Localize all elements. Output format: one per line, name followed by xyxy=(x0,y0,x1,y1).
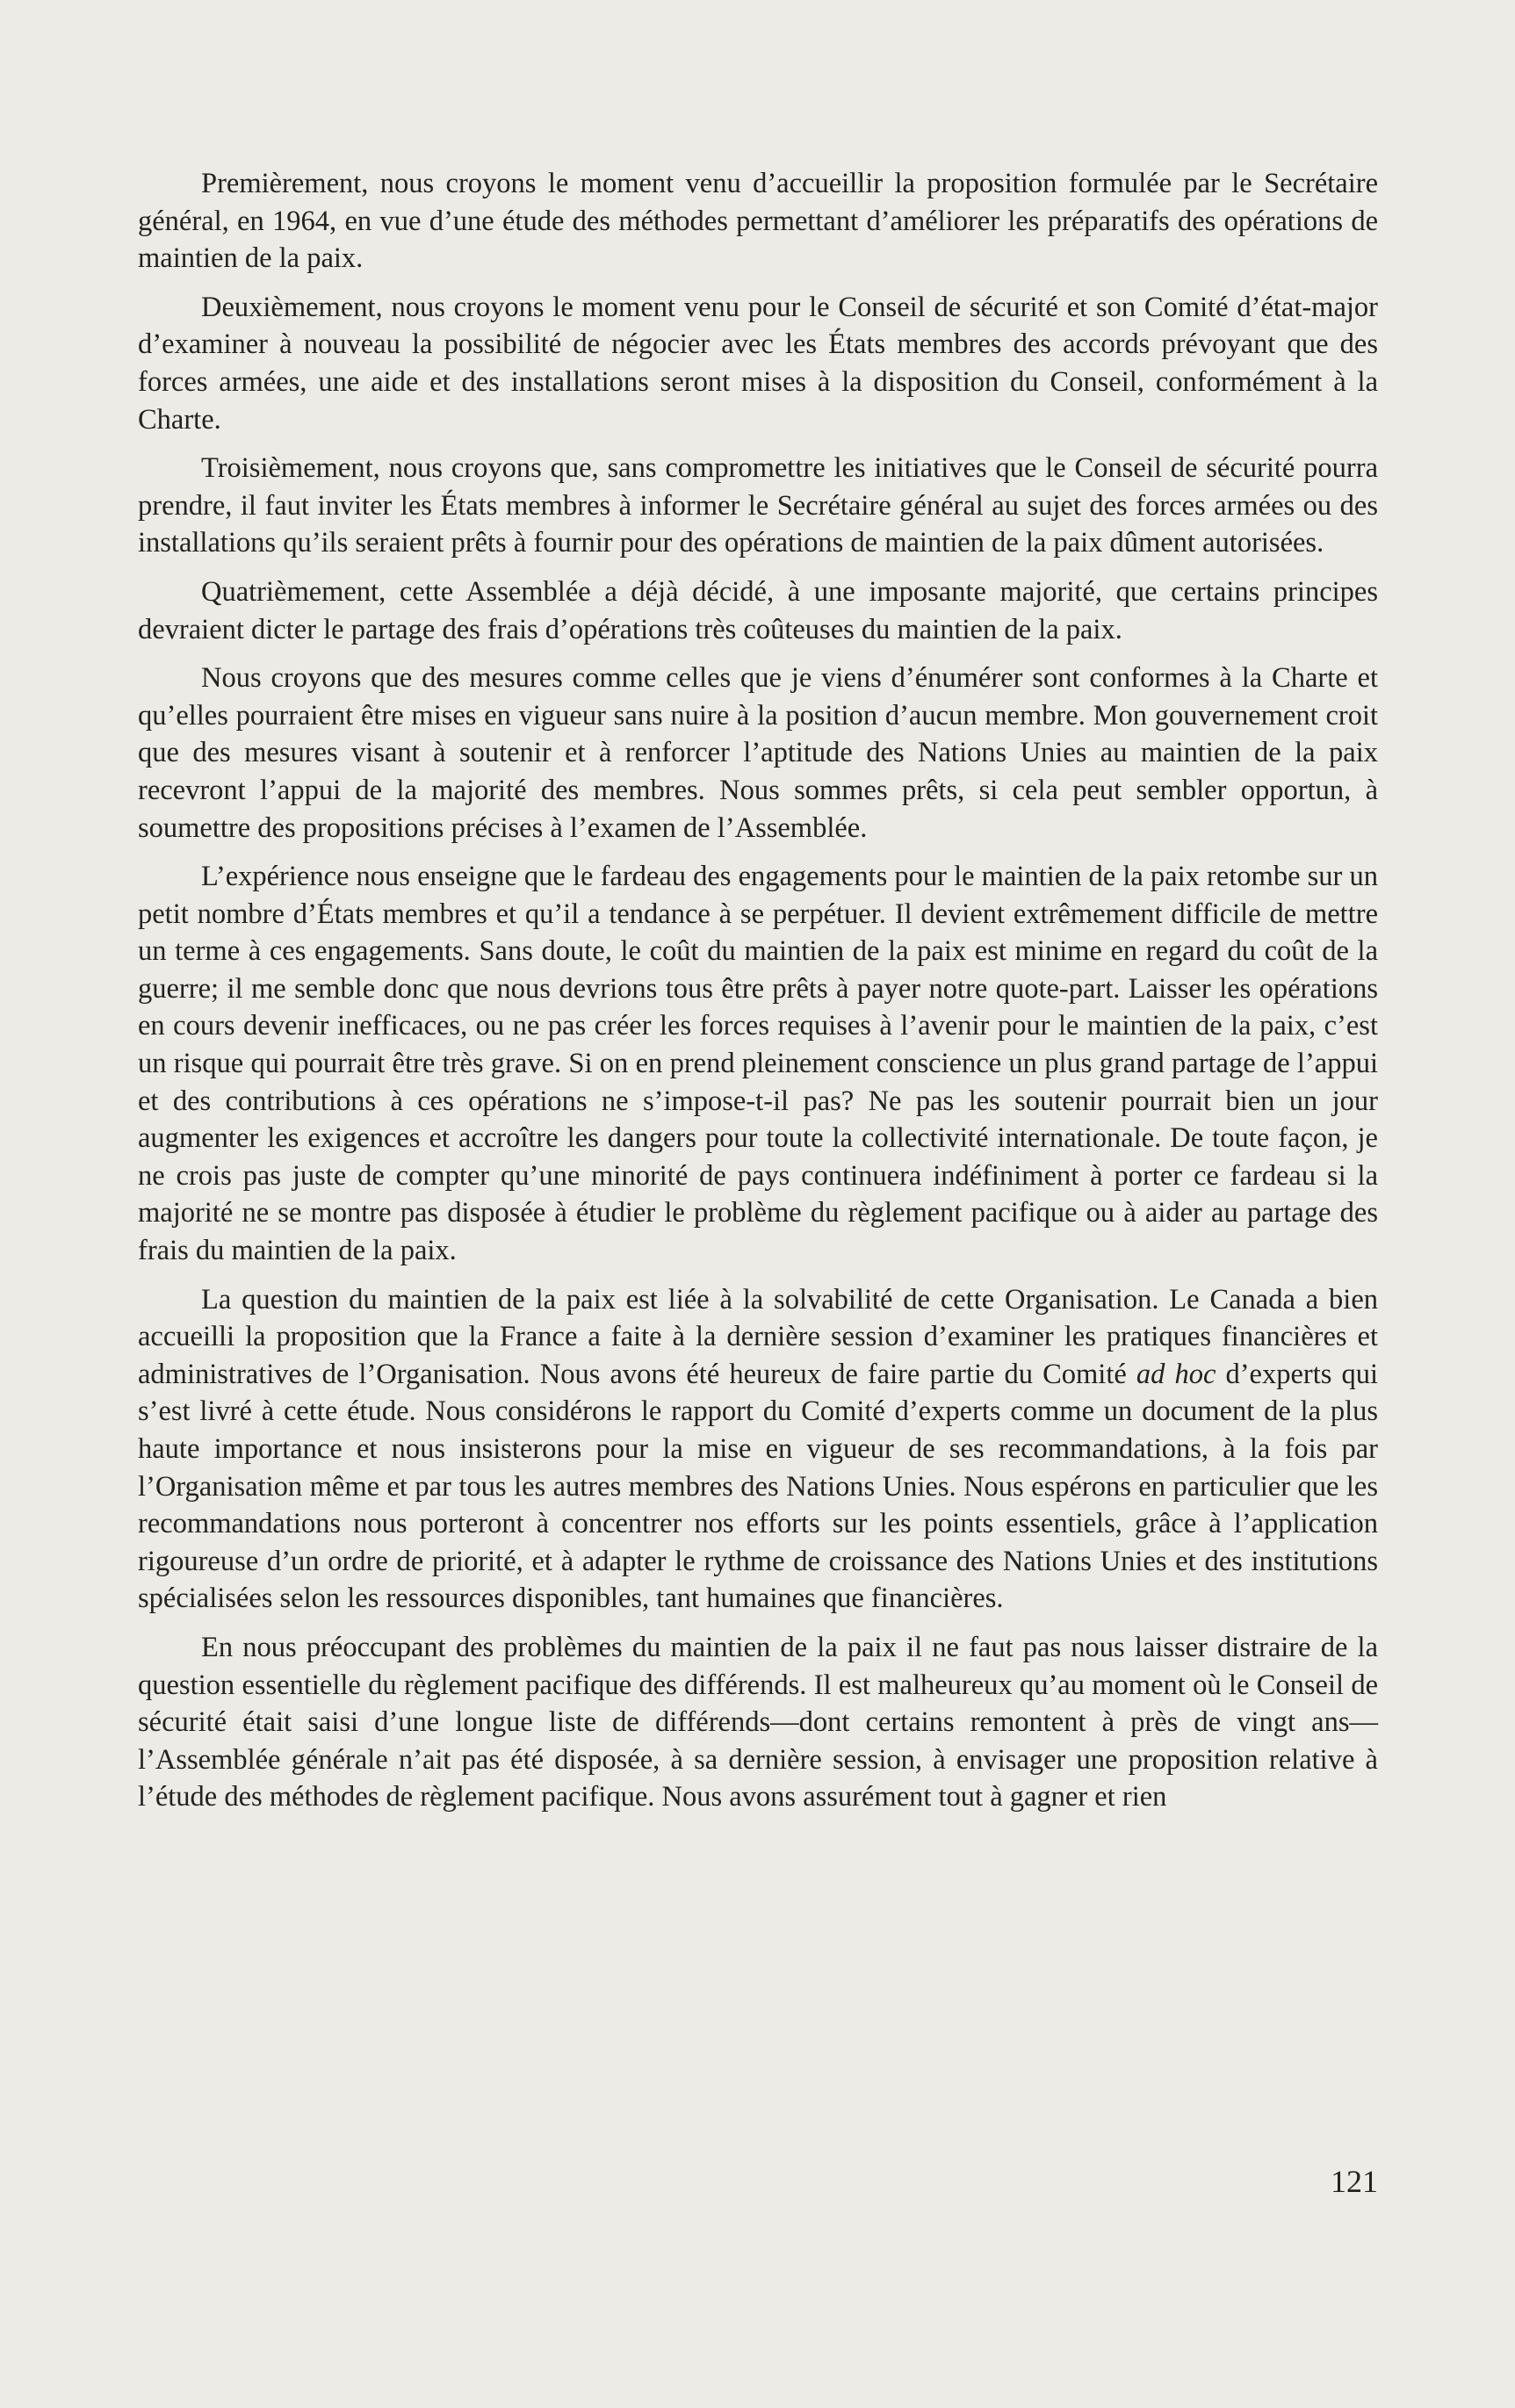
page-number: 121 xyxy=(1331,2164,1378,2199)
paragraph-7-text-before: La question du maintien de la paix est liée à la solvabilité de cette Organisation. Le Canada a bien accueilli la proposition que la France a faite à la dernière session d’examiner les pratiques financières et administratives de l’Organisation. Nous avons été heureux de faire partie du Comité xyxy=(138,1283,1378,1390)
paragraph-1: Premièrement, nous croyons le moment venu d’accueillir la proposition formulée par le Secrétaire général, en 1964, en vue d’une étude des méthodes permettant d’améliorer les préparatifs des opérations de maintien de la paix. xyxy=(138,168,1378,275)
paragraph-7 xyxy=(138,1281,1378,1618)
paragraph-5: Nous croyons que des mesures comme celles que je viens d’énumérer sont conformes à la Charte et qu’elles pourraient être mises en vigueur sans nuire à la position d’aucun membre. Mon gouvernement croit que des mesures visant à soutenir et à renforcer l’aptitude des Nations Unies au maintien de la paix recevront l’appui de la majorité des membres. Nous sommes prêts, si cela peut sembler opportun, à soumettre des propositions précises à l’examen de l’Assemblée. xyxy=(138,662,1378,844)
paragraph-7-text-after: d’experts qui s’est livré à cette étude. Nous considérons le rapport du Comité d’experts comme un document de la plus haute importance et nous insisterons pour la mise en vigueur de ses recommandations, à la fois par l’Organisation même et par tous les autres membres des Nations Unies. Nous espérons en particulier que les recommandations nous porteront à concentrer nos efforts sur les points essentiels, grâce à l’application rigoureuse d’un ordre de priorité, et à adapter le rythme de croissance des Nations Unies et des institutions spécialisées selon les ressources disponibles, tant humaines que financières. xyxy=(138,1358,1378,1615)
paragraph-8: En nous préoccupant des problèmes du maintien de la paix il ne faut pas nous laisser distraire de la question essentielle du règlement pacifique des différends. Il est malheureux qu’au moment où le Conseil de sécurité était saisi d’une longue liste de différends—dont certains remontent à près de vingt ans—l’Assemblée générale n’ait pas été disposée, à sa dernière session, à envisager une proposition relative à l’étude des méthodes de règlement pacifique. Nous avons assurément tout à gagner et rien xyxy=(138,1631,1378,1813)
paragraph-7-italic-term: ad hoc xyxy=(1136,1358,1216,1390)
paragraph-3: Troisièmement, nous croyons que, sans compromettre les initiatives que le Conseil de sécurité pourra prendre, il faut inviter les États membres à informer le Secrétaire général au sujet des forces armées ou des installations qu’ils seraient prêts à fournir pour des opérations de maintien de la paix dûment autorisées. xyxy=(138,452,1378,559)
paragraph-6: L’expérience nous enseigne que le fardeau des engagements pour le maintien de la paix retombe sur un petit nombre d’États membres et qu’il a tendance à se perpétuer. Il devient extrêmement difficile de mettre un terme à ces engagements. Sans doute, le coût du maintien de la paix est minime en regard du coût de la guerre; il me semble donc que nous devrions tous être prêts à payer notre quote-part. Laisser les opérations en cours devenir inefficaces, ou ne pas créer les forces requises à l’avenir pour le maintien de la paix, c’est un risque qui pourrait être très grave. Si on en prend pleinement conscience un plus grand partage de l’appui et des contributions à ces opérations ne s’impose-t-il pas? Ne pas les soutenir pourrait bien un jour augmenter les exigences et accroître les dangers pour toute la collectivité internationale. De toute façon, je ne crois pas juste de compter qu’une minorité de pays continuera indéfiniment à porter ce fardeau si la majorité ne se montre pas disposée à étudier le problème du règlement pacifique ou à aider au partage des frais du maintien de la paix. xyxy=(138,861,1378,1267)
paragraph-2: Deuxièmement, nous croyons le moment venu pour le Conseil de sécurité et son Comité d’état-major d’examiner à nouveau la possibilité de négocier avec les États membres des accords prévoyant que des forces armées, une aide et des installations seront mises à la disposition du Conseil, conformément à la Charte. xyxy=(138,291,1378,436)
body-text xyxy=(138,165,1378,1828)
paragraph-4: Quatrièmement, cette Assemblée a déjà décidé, à une imposante majorité, que certains principes devraient dicter le partage des frais d’opérations très coûteuses du maintien de la paix. xyxy=(138,575,1378,645)
